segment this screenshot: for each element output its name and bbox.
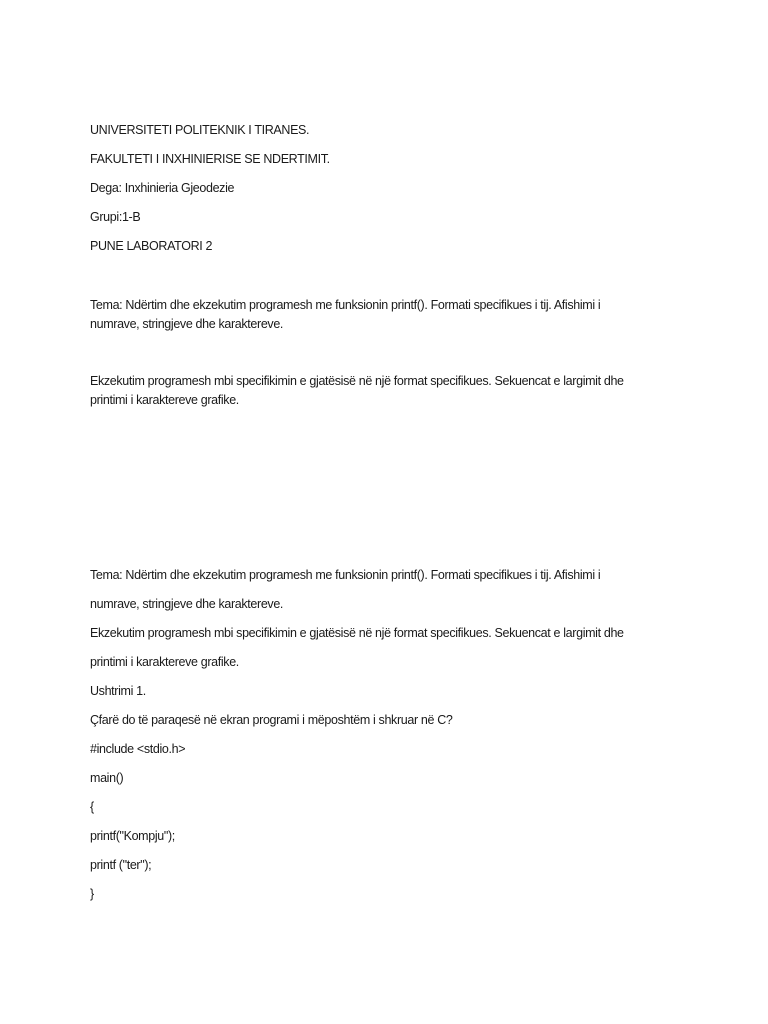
intro-execution-line-1: Ekzekutim programesh mbi specifikimin e gjatësisë në një format specifikues. Sekuencat e largimit dhe (90, 374, 624, 388)
code-line: printf ("ter"); (90, 858, 152, 872)
department-name: Dega: Inxhinieria Gjeodezie (90, 181, 235, 195)
intro-execution-line-2: printimi i karaktereve grafike. (90, 393, 239, 407)
university-name: UNIVERSITETI POLITEKNIK I TIRANES. (90, 123, 310, 137)
code-line: printf("Kompju"); (90, 829, 175, 843)
group-name: Grupi:1-B (90, 210, 141, 224)
exercise-title: Ushtrimi 1. (90, 684, 146, 698)
body-execution-line-1: Ekzekutim programesh mbi specifikimin e gjatësisë në një format specifikues. Sekuencat e largimit dhe (90, 626, 624, 640)
faculty-name: FAKULTETI I INXHINIERISE SE NDERTIMIT. (90, 152, 330, 166)
body-topic-line-2: numrave, stringjeve dhe karaktereve. (90, 597, 284, 611)
exercise-question: Çfarë do të paraqesë në ekran programi i mëposhtëm i shkruar në C? (90, 713, 453, 727)
body-topic-line-1: Tema: Ndërtim dhe ekzekutim programesh me funksionin printf(). Formati specifikues i tij. Afishimi i (90, 568, 601, 582)
document-page (90, 0, 690, 1024)
code-line: main() (90, 771, 124, 785)
lab-title: PUNE LABORATORI 2 (90, 239, 213, 253)
code-line: { (90, 800, 94, 814)
intro-topic-line-2: numrave, stringjeve dhe karaktereve. (90, 317, 284, 331)
code-line: #include <stdio.h> (90, 742, 186, 756)
code-line: } (90, 887, 94, 901)
intro-topic-line-1: Tema: Ndërtim dhe ekzekutim programesh me funksionin printf(). Formati specifikues i tij. Afishimi i (90, 298, 601, 312)
body-execution-line-2: printimi i karaktereve grafike. (90, 655, 239, 669)
